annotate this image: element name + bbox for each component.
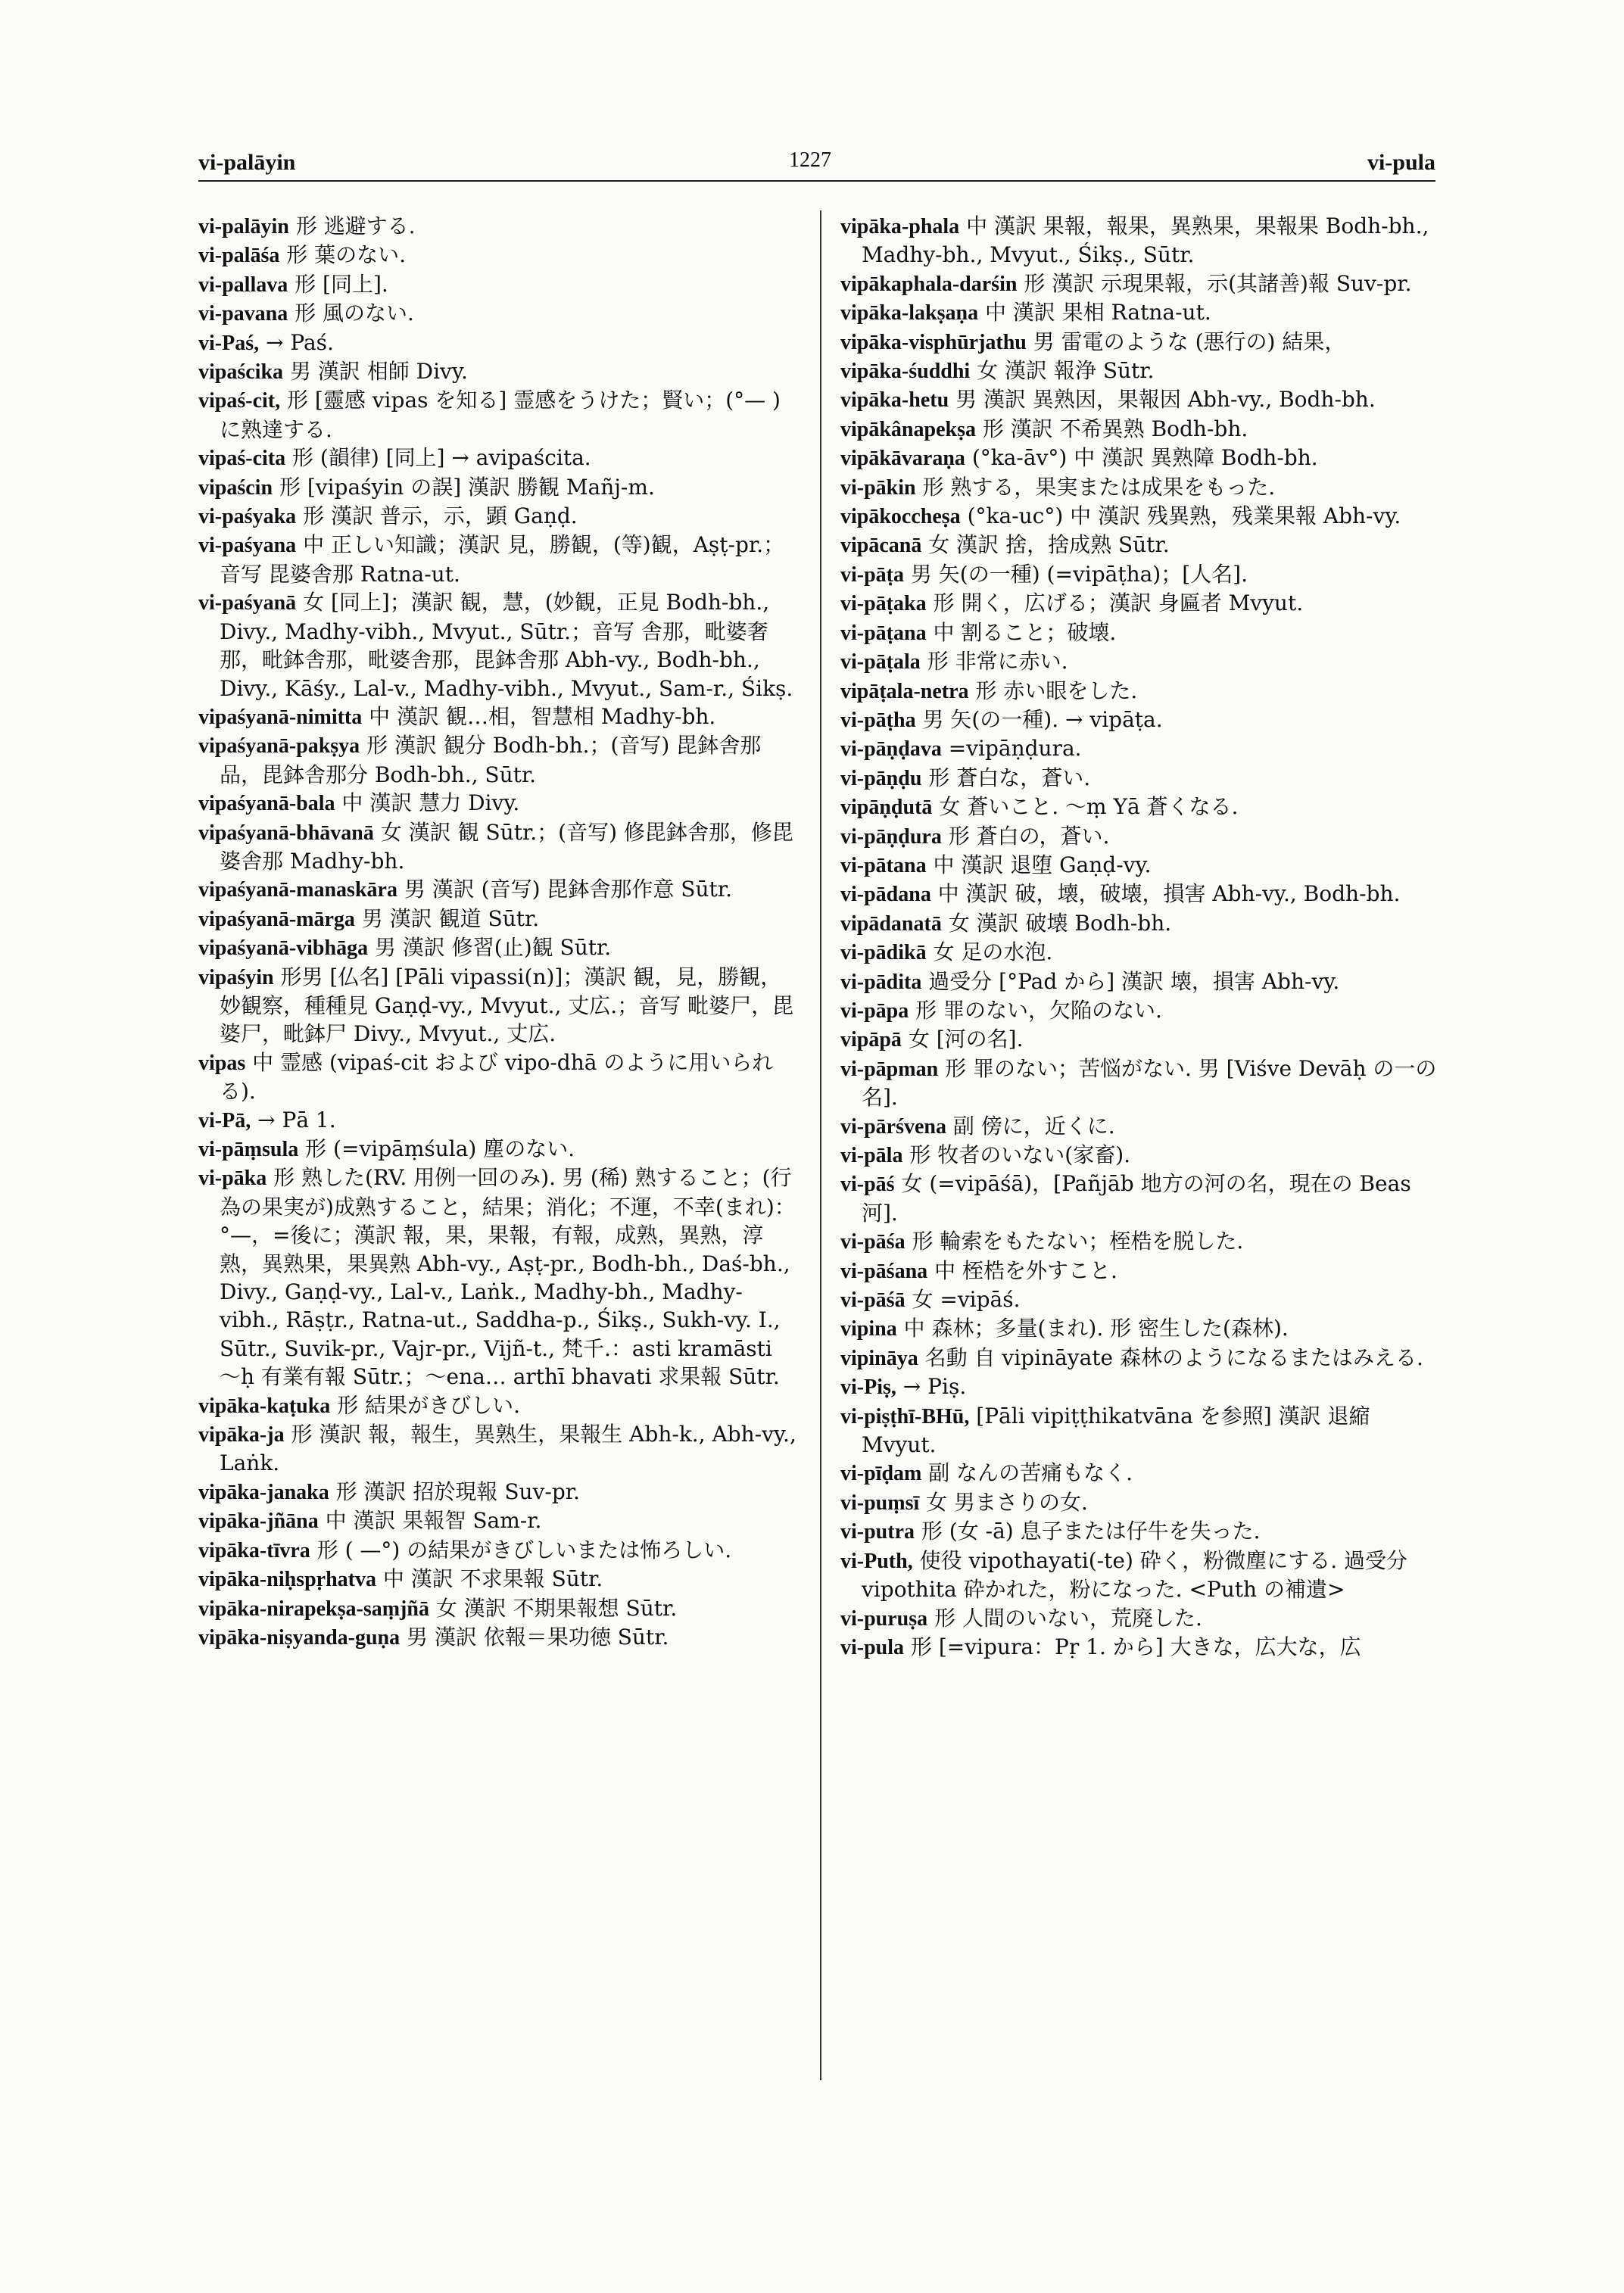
definition: 形 輪索をもたない；桎梏を脱した. — [912, 1229, 1244, 1254]
dictionary-entry — [198, 588, 796, 703]
left-column — [198, 212, 796, 2210]
headword: vi-paśyanā — [198, 591, 297, 615]
definition: 男 漢訳 依報＝果功徳 Sūtr. — [407, 1624, 669, 1650]
headword: vi-pādita — [840, 970, 922, 994]
headword: vi-pāśā — [840, 1288, 906, 1313]
definition: 男 矢(の一種) (=vipāṭha)；[人名]. — [910, 561, 1248, 587]
headword: vi-pāśana — [840, 1259, 928, 1283]
definition: 中 漢訳 果相 Ratna-ut. — [984, 300, 1211, 326]
headword: vipāṭala-netra — [840, 679, 969, 703]
dictionary-entry — [840, 618, 1446, 647]
dictionary-entry — [198, 1391, 796, 1420]
dictionary-entry — [840, 734, 1446, 763]
dictionary-entry — [198, 1420, 796, 1478]
dictionary-entry — [198, 731, 796, 789]
headword: vi-pula — [840, 1635, 905, 1659]
definition: → Piṣ. — [902, 1374, 967, 1400]
definition: 形 ( —°) の結果がきびしいまたは怖ろしい. — [316, 1537, 732, 1562]
headword: vipaśyanā-pakṣya — [198, 734, 360, 759]
headword: vipaśyanā-bala — [198, 792, 335, 816]
headword: vipākoccheṣa — [840, 505, 961, 529]
dictionary-entry — [840, 647, 1446, 676]
dictionary-entry — [840, 1170, 1446, 1227]
dictionary-entry — [198, 531, 796, 588]
dictionary-entry — [198, 905, 796, 933]
dictionary-entry — [840, 328, 1446, 357]
page-number: 1227 — [789, 148, 831, 172]
dictionary-entry — [840, 1547, 1446, 1604]
dictionary-entry — [198, 1164, 796, 1391]
dictionary-entry — [198, 963, 796, 1048]
definition: 副 なんの苦痛もなく. — [928, 1460, 1133, 1486]
definition: 形 風のない. — [295, 301, 414, 326]
definition: 中 漢訳 果報智 Sam-r. — [325, 1508, 542, 1534]
headword: vipaśyanā-nimitta — [198, 705, 363, 729]
definition: 形 逃避する. — [295, 213, 416, 238]
headword: vipāka-niḥspṛhatva — [198, 1568, 376, 1592]
headword: vi-pāṃsula — [198, 1138, 299, 1161]
definition: =vipāṇḍura. — [948, 736, 1082, 762]
definition: 形 漢訳 不希異熟 Bodh-bh. — [982, 416, 1248, 441]
headword: vi-pāṭana — [840, 621, 927, 645]
dictionary-entry — [840, 444, 1446, 472]
headword: vi-Paś, — [198, 331, 260, 355]
dictionary-entry — [840, 1257, 1446, 1285]
dictionary-entry — [198, 1106, 796, 1135]
dictionary-entry — [840, 822, 1446, 851]
headword: vipāka-janaka — [198, 1480, 329, 1504]
headword: vi-piṣṭhī-BHū, — [840, 1404, 970, 1428]
dictionary-entry — [840, 1314, 1446, 1343]
headword: vi-puṃsī — [840, 1491, 920, 1515]
definition: 形 開く，広げる；漢訳 身匾者 Mvyut. — [933, 590, 1304, 616]
headword: vipāka-kaṭuka — [198, 1394, 331, 1418]
definition: 中 正しい知識；漢訳 見，勝観，(等)観，Aṣṭ-pr.；音写 毘婆舎那 Ratna-ut. — [220, 532, 785, 587]
dictionary-entry — [840, 909, 1446, 938]
headword: vipāka-visphūrjathu — [840, 330, 1027, 354]
definition: [Pāli vipiṭṭhikatvāna を参照] 漢訳 退縮 Mvyut. — [862, 1403, 1370, 1458]
headword: vi-paśyaka — [198, 505, 297, 529]
headword: vipaśyanā-mārga — [198, 907, 355, 931]
definition: 女 蒼いこと. ～ṃ Yā 蒼くなる. — [939, 794, 1239, 820]
dictionary-entry — [840, 1025, 1446, 1054]
headword: vi-pāśa — [840, 1230, 906, 1254]
headword: vi-pāka — [198, 1167, 267, 1191]
headword: vi-palāśa — [198, 244, 280, 268]
definition: 形男 [仏名] [Pāli vipassi(n)]；漢訳 観，見，勝観，妙観察，種種見 Gaṇḍ-vy., Mvyut., 丈広.；音写 毗婆尸，毘婆尸，毗鉢尸 Divy., Mvyut., 丈広. — [220, 964, 794, 1047]
definition: 女 漢訳 不期果報想 Sūtr. — [435, 1595, 678, 1621]
dictionary-entry — [840, 1604, 1446, 1633]
right-column — [840, 212, 1446, 2210]
headword: vi-pādikā — [840, 941, 927, 965]
dictionary-entry — [198, 933, 796, 962]
dictionary-entry — [198, 1623, 796, 1652]
definition: 形 (韻律) [同上] → avipaścita. — [292, 445, 591, 471]
headword: vi-pāṇḍura — [840, 824, 942, 849]
headword: vi-pāṭaka — [840, 592, 927, 616]
headword: vipāṇḍutā — [840, 796, 933, 820]
definition: 形 蒼白の，蒼い. — [948, 823, 1110, 849]
dictionary-entry — [840, 502, 1446, 531]
definition: 形 蒼白な，蒼い. — [928, 765, 1091, 790]
definition: 中 桎梏を外すこと. — [934, 1257, 1117, 1283]
dictionary-entry — [198, 444, 796, 472]
definition: 形 (女 -ā) 息子または仔牛を失った. — [921, 1519, 1261, 1544]
definition: 中 割ること；破壊. — [933, 619, 1117, 645]
dictionary-entry — [840, 1141, 1446, 1170]
definition: 形 (=vipāṃśula) 塵のない. — [305, 1136, 575, 1161]
headword: vipāka-niṣyanda-guṇa — [198, 1625, 401, 1650]
definition: 形 漢訳 招於現報 Suv-pr. — [335, 1478, 580, 1504]
dictionary-entry — [840, 531, 1446, 559]
column-divider — [820, 210, 821, 2080]
page-header — [198, 144, 1435, 182]
dictionary-entry — [840, 385, 1446, 414]
headword: vipāka-ja — [198, 1423, 285, 1447]
dictionary-entry — [198, 241, 796, 269]
dictionary-entry — [840, 1372, 1446, 1401]
definition: 女 [河の名]. — [908, 1027, 1024, 1052]
definition: 形 牧者のいない(家畜). — [909, 1142, 1131, 1167]
dictionary-entry — [840, 1285, 1446, 1314]
definition: (°ka-uc°) 中 漢訳 残異熟，残業果報 Abh-vy. — [967, 503, 1401, 529]
dictionary-entry — [198, 212, 796, 241]
headword: vi-pāla — [840, 1144, 903, 1167]
dictionary-entry — [198, 1594, 796, 1623]
headword: vipaśyanā-vibhāga — [198, 936, 369, 961]
definition: 形 熟する，果実または成果をもった. — [922, 474, 1276, 500]
dictionary-entry — [840, 880, 1446, 908]
definition: 形 葉のない. — [286, 242, 407, 268]
dictionary-entry — [198, 473, 796, 502]
headword: vipas — [198, 1051, 246, 1075]
definition: 形 [靈感 vipas を知る] 霊感をうけた；賢い；(°— ) に熟達する. — [220, 388, 781, 442]
definition: (°ka-āv°) 中 漢訳 異熟障 Bodh-bh. — [971, 445, 1318, 471]
definition: 男 漢訳 異熟因，果報因 Abh-vy., Bodh-bh. — [955, 387, 1376, 413]
definition: 形 罪のない；苦悩がない. 男 [Viśve Devāḥ の一の名]. — [862, 1055, 1437, 1111]
definition: 形 罪のない，欠陥のない. — [915, 997, 1162, 1023]
dictionary-entry — [198, 329, 796, 357]
definition: 男 矢(の一種). → vipāṭa. — [922, 706, 1163, 732]
dictionary-entry — [198, 1135, 796, 1164]
definition: 形 漢訳 示現果報，示(其諸善)報 Suv-pr. — [1024, 270, 1412, 296]
headword: vipācanā — [840, 534, 922, 558]
dictionary-entry — [840, 938, 1446, 967]
dictionary-entry — [840, 1633, 1446, 1662]
definition: 中 森林；多量(まれ). 形 密生した(森林). — [903, 1316, 1289, 1341]
definition: 男 漢訳 (音写) 毘鉢舎那作意 Sūtr. — [404, 877, 732, 902]
dictionary-entry — [840, 1402, 1446, 1460]
headword: vipaśyin — [198, 965, 274, 989]
headword: vi-pāṇḍava — [840, 737, 942, 762]
definition: 使役 vipothayati(-te) 砕く，粉微塵にする. 過受分 vipothita 砕かれた，粉になった. <Puth の補遺> — [862, 1547, 1408, 1603]
dictionary-entry — [198, 1506, 796, 1535]
dictionary-entry — [840, 298, 1446, 327]
headword: vipaścin — [198, 475, 273, 500]
definition: → Paś. — [266, 329, 334, 355]
headword: vipaś-cita — [198, 447, 286, 471]
headword: vi-pāś — [840, 1173, 895, 1197]
headword: vi-Piṣ, — [840, 1375, 896, 1400]
headword: vipāka-śuddhi — [840, 360, 971, 384]
headword: vi-Pā, — [198, 1108, 251, 1132]
headword: vipāka-phala — [840, 215, 960, 238]
headword: vipāka-hetu — [840, 388, 949, 413]
headword: vi-pātana — [840, 853, 927, 877]
headword: vi-paśyana — [198, 534, 297, 558]
headword: vipaśyanā-bhāvanā — [198, 821, 374, 845]
definition: 中 漢訳 破，壊，破壊，損害 Abh-vy., Bodh-bh. — [937, 881, 1401, 907]
definition: 中 漢訳 観…相，智慧相 Madhy-bh. — [369, 703, 716, 729]
dictionary-entry — [198, 1048, 796, 1106]
definition: 形 結果がきびしい. — [337, 1392, 521, 1418]
definition: 男 漢訳 相師 Divy. — [289, 359, 468, 385]
dictionary-entry — [198, 1478, 796, 1506]
headword: vi-pāṭa — [840, 562, 904, 587]
dictionary-entry — [840, 1112, 1446, 1141]
headword: vi-pākin — [840, 475, 916, 500]
headword: vi-pārśvena — [840, 1114, 946, 1139]
headword: vi-pallava — [198, 273, 288, 297]
definition: 形 [同上]. — [295, 271, 388, 297]
dictionary-entry — [840, 357, 1446, 385]
dictionary-entry — [198, 386, 796, 444]
headword: vipāpā — [840, 1028, 902, 1052]
definition: 女 漢訳 報浄 Sūtr. — [977, 358, 1155, 384]
headword: vi-pavana — [198, 302, 288, 326]
left-guide-word: vi-palāyin — [198, 150, 296, 175]
headword: vi-Puth, — [840, 1549, 913, 1573]
dictionary-entry — [840, 560, 1446, 589]
definition: 女 (=vipāśā)，[Pañjāb 地方の河の名，現在の Beas 河]. — [862, 1171, 1411, 1226]
headword: vi-palāyin — [198, 215, 289, 238]
dictionary-entry — [840, 589, 1446, 618]
dictionary-entry — [198, 1536, 796, 1565]
headword: vipādanatā — [840, 911, 942, 936]
dictionary-entry — [840, 1344, 1446, 1372]
headword: vi-pāṭala — [840, 650, 921, 675]
definition: 男 漢訳 修習(止)観 Sūtr. — [374, 935, 612, 961]
definition: 形 漢訳 観分 Bodh-bh.；(音写) 毘鉢舎那品，毘鉢舎那分 Bodh-bh., Sūtr. — [220, 733, 762, 787]
dictionary-entry — [198, 875, 796, 904]
headword: vipākânapekṣa — [840, 417, 976, 441]
headword: vipināya — [840, 1346, 918, 1370]
dictionary-entry — [840, 1227, 1446, 1256]
definition: 形 赤い眼をした. — [975, 678, 1138, 703]
definition: 女 男まさりの女. — [926, 1489, 1088, 1515]
dictionary-entry — [840, 415, 1446, 444]
headword: vi-pāṇḍu — [840, 766, 922, 790]
definition: 中 漢訳 慧力 Divy. — [341, 790, 520, 816]
definition: → Pā 1. — [257, 1107, 336, 1132]
definition: 女 漢訳 破壊 Bodh-bh. — [948, 910, 1172, 936]
dictionary-entry — [198, 789, 796, 818]
definition: 形 人間のいない，荒廃した. — [934, 1605, 1202, 1631]
right-guide-word: vi-pula — [1367, 150, 1435, 175]
headword: vi-pāpman — [840, 1057, 939, 1081]
headword: vi-pāpa — [840, 999, 909, 1023]
headword: vipāka-nirapekṣa-saṃjñā — [198, 1597, 429, 1621]
headword: vi-puruṣa — [840, 1606, 928, 1631]
dictionary-entry — [840, 677, 1446, 706]
dictionary-entry — [840, 996, 1446, 1025]
dictionary-entry — [840, 473, 1446, 502]
dictionary-entry — [840, 967, 1446, 996]
headword: vipaścika — [198, 360, 284, 385]
definition: 副 傍に，近くに. — [952, 1113, 1115, 1139]
definition: 女 =vipāś. — [912, 1287, 1021, 1313]
dictionary-entry — [840, 1459, 1446, 1488]
definition: 女 [同上]；漢訳 観，慧，(妙観，正見 Bodh-bh., Divy., Madhy-vibh., Mvyut., Sūtr.；音写 舎那，毗婆奢那，毗鉢舎那，毗婆舎那，毘鉢舎那 Abh-vy., Bodh-bh., Divy., Kāśy., Lal-v., Madhy-vibh., Mvyut., Sam-r., Śikṣ. — [220, 590, 793, 701]
dictionary-entry — [198, 1565, 796, 1594]
dictionary-entry — [198, 299, 796, 328]
dictionary-entry — [840, 1055, 1446, 1112]
headword: vipaś-cit, — [198, 389, 281, 413]
headword: vipāka-tīvra — [198, 1538, 310, 1562]
dictionary-entry — [840, 706, 1446, 734]
definition: 形 漢訳 報，報生，異熟生，果報生 Abh-k., Abh-vy., Laṅk. — [220, 1422, 796, 1476]
dictionary-entry — [840, 269, 1446, 298]
dictionary-entry — [198, 703, 796, 731]
headword: vi-pāṭha — [840, 708, 916, 732]
definition: 女 漢訳 観 Sūtr.；(音写) 修毘鉢舎那，修毘婆舎那 Madhy-bh. — [220, 819, 793, 874]
definition: 中 漢訳 退堕 Gaṇḍ-vy. — [933, 852, 1152, 877]
dictionary-entry — [198, 357, 796, 386]
dictionary-entry — [840, 1517, 1446, 1546]
headword: vipina — [840, 1317, 897, 1341]
definition: 名動 自 vipināyate 森林のようになるまたはみえる. — [924, 1344, 1423, 1370]
definition: 男 漢訳 観道 Sūtr. — [361, 905, 540, 931]
definition: 女 足の水泡. — [933, 939, 1053, 965]
dictionary-entry — [840, 793, 1446, 821]
definition: 過受分 [°Pad から] 漢訳 壊，損害 Abh-vy. — [928, 968, 1340, 994]
headword: vipāka-jñāna — [198, 1509, 319, 1534]
headword: vipāka-lakṣaṇa — [840, 301, 979, 326]
dictionary-entry — [840, 1488, 1446, 1517]
dictionary-entry — [198, 818, 796, 876]
dictionary-entry — [198, 502, 796, 531]
dictionary-entry — [198, 270, 796, 299]
definition: 中 霊感 (vipaś-cit および vipo-dhā のように用いられる). — [220, 1049, 774, 1104]
headword: vi-pādana — [840, 883, 931, 907]
definition: 形 [=vipura：Pṛ 1. から] 大きな，広大な，広 — [910, 1634, 1361, 1659]
definition: 形 [vipaśyin の誤] 漢訳 勝観 Mañj-m. — [279, 474, 655, 500]
definition: 形 熟した(RV. 用例一回のみ). 男 (稀) 熟すること；(行為の果実が)成熟すること，結果；消化；不運，不幸(まれ)：°—，=後に；漢訳 報，果，果報，有報，成熟，異熟，淳熟，異熟果，果異熟 Abh-vy., Aṣṭ-pr., Bodh-bh., Daś-bh., Divy., Gaṇḍ-vy., Lal-v., Laṅk., Madhy-bh., Madhy-vibh., Rāṣṭr., Ratna-ut., Saddha-p., Śikṣ., Sukh-vy. I., Sūtr., Suvik-pr., Vajr-pr., Vijñ-t., 梵千.：asti kramāsti ～ḥ 有業有報 Sūtr.；～ena… arthī bhavati 求果報 Sūtr. — [220, 1165, 796, 1390]
headword: vipākaphala-darśin — [840, 272, 1018, 296]
headword: vi-pīḍam — [840, 1462, 922, 1486]
dictionary-entry — [840, 212, 1446, 269]
headword: vipaśyanā-manaskāra — [198, 878, 397, 902]
definition: 男 雷電のような (悪行の) 結果， — [1033, 329, 1346, 354]
headword: vi-putra — [840, 1520, 915, 1544]
definition: 中 漢訳 不求果報 Sūtr. — [382, 1566, 603, 1592]
dictionary-entry — [840, 764, 1446, 793]
definition: 女 漢訳 捨，捨成熟 Sūtr. — [928, 532, 1170, 558]
definition: 形 非常に赤い. — [927, 649, 1068, 675]
definition: 形 漢訳 普示，示，顕 Gaṇḍ. — [303, 503, 578, 529]
headword: vipākāvaraṇa — [840, 447, 965, 471]
definition: 中 漢訳 果報，報果，異熟果，果報果 Bodh-bh., Madhy-bh., Mvyut., Śikṣ., Sūtr. — [862, 213, 1429, 268]
dictionary-entry — [840, 851, 1446, 880]
